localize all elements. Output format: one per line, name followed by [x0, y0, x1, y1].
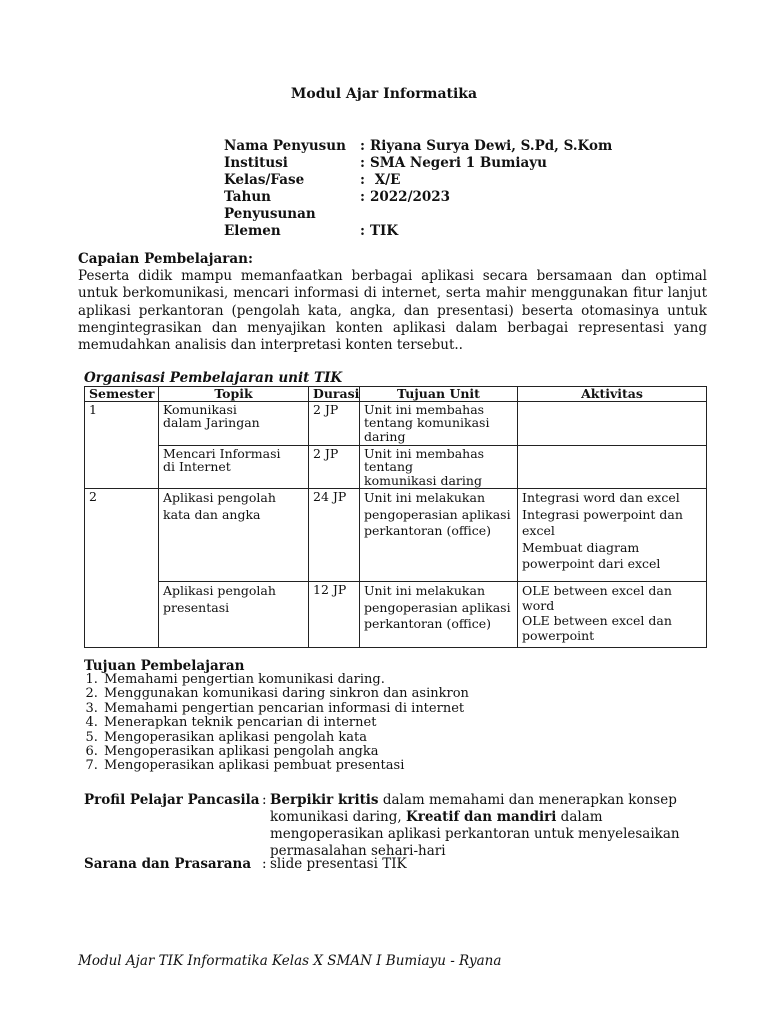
list-item: 1. Memahami pengertian komunikasi daring.: [102, 673, 469, 687]
header-tujuan: Tujuan Unit: [360, 387, 518, 402]
meta-label: Kelas/Fase: [224, 172, 305, 188]
header-topik: Topik: [159, 387, 309, 402]
profil-label: Profil Pelajar Pancasila: [84, 792, 260, 808]
cell-semester: 2: [85, 489, 159, 582]
cell-tujuan: Unit ini membahas tentang komunikasi daring: [360, 445, 518, 489]
table-row: [85, 445, 707, 489]
meta-row-elemen: Elemen : TIK: [224, 223, 399, 239]
sarana-colon: :: [262, 856, 267, 872]
organisasi-heading: Organisasi Pembelajaran unit TIK: [84, 370, 343, 386]
table-row: [85, 582, 707, 648]
header-semester: Semester: [85, 387, 159, 402]
cell-semester: [85, 582, 159, 648]
cell-topik: Aplikasi pengolah kata dan angka: [159, 489, 309, 582]
capaian-heading: Capaian Pembelajaran:: [78, 251, 253, 267]
table-row: [85, 401, 707, 445]
cell-tujuan: Unit ini melakukan pengoperasian aplikasi perkantoran (office): [360, 582, 518, 648]
meta-row-institusi: Institusi : SMA Negeri 1 Bumiayu: [224, 155, 547, 171]
cell-durasi: 24 JP: [309, 489, 360, 582]
meta-row-tahun: Tahun Penyusunan : 2022/2023: [224, 189, 451, 222]
organisasi-table: [84, 386, 707, 648]
profil-text: [270, 792, 710, 860]
list-item: 3. Memahami pengertian pencarian informasi di internet: [102, 702, 469, 716]
meta-value: 2022/2023: [370, 189, 451, 205]
cell-topik: Mencari Informasi di Internet: [159, 445, 309, 489]
cell-durasi: 2 JP: [309, 445, 360, 489]
cell-semester: [85, 445, 159, 489]
cell-aktivitas: OLE between excel dan word OLE between excel dan powerpoint: [518, 582, 707, 648]
cell-tujuan: Unit ini membahas tentang komunikasi daring: [360, 401, 518, 445]
profil-bold-1: Berpikir kritis: [270, 792, 379, 808]
meta-row-penyusun: Nama Penyusun : Riyana Surya Dewi, S.Pd, S.Kom: [224, 138, 613, 154]
header-aktivitas: Aktivitas: [518, 387, 707, 402]
document-title: Modul Ajar Informatika: [290, 86, 478, 102]
profil-colon: :: [262, 792, 267, 808]
list-item: 2. Menggunakan komunikasi daring sinkron dan asinkron: [102, 687, 469, 701]
profil-text-1: dalam memahami dan menerapkan konsep komunikasi daring,: [270, 792, 677, 825]
cell-semester: 1: [85, 401, 159, 445]
meta-row-kelas: Kelas/Fase : X/E: [224, 172, 401, 188]
profil-text-2: dalam mengoperasikan aplikasi perkantoran untuk menyelesaikan permasalahan sehari-hari: [270, 809, 680, 859]
meta-label: Tahun Penyusunan: [224, 189, 316, 222]
cell-aktivitas: [518, 445, 707, 489]
sarana-value: slide presentasi TIK: [270, 856, 407, 872]
meta-label: Elemen: [224, 223, 281, 239]
cell-topik: Aplikasi pengolah presentasi: [159, 582, 309, 648]
meta-value: TIK: [370, 223, 399, 239]
table-row: [85, 489, 707, 582]
list-item: 7. Mengoperasikan aplikasi pembuat presentasi: [102, 759, 469, 773]
capaian-body: Peserta didik mampu memanfaatkan berbagai aplikasi secara bersamaan dan optimal untuk berkomunikasi, mencari informasi di internet, serta mahir menggunakan fitur lanjut aplikasi perkantoran (pengolah kata, angka, dan presentasi) beserta otomasinya untuk mengintegrasikan dan menyajikan konten aplikasi dalam berbagai representasi yang memudahkan analisis dan interpretasi konten tersebut..: [78, 268, 707, 354]
header-durasi: Durasi: [309, 387, 360, 402]
identity-block: [224, 138, 612, 240]
cell-aktivitas: [518, 401, 707, 445]
cell-durasi: 12 JP: [309, 582, 360, 648]
table-header-row: [85, 387, 707, 402]
list-item: 5. Mengoperasikan aplikasi pengolah kata: [102, 731, 469, 745]
cell-tujuan: Unit ini melakukan pengoperasian aplikasi perkantoran (office): [360, 489, 518, 582]
meta-value: SMA Negeri 1 Bumiayu: [370, 155, 547, 171]
meta-label: Nama Penyusun: [224, 138, 346, 154]
tujuan-heading: Tujuan Pembelajaran: [84, 658, 245, 674]
list-item: 4. Menerapkan teknik pencarian di internet: [102, 716, 469, 730]
list-item: 6. Mengoperasikan aplikasi pengolah angka: [102, 745, 469, 759]
tujuan-list: [84, 673, 469, 774]
cell-aktivitas: Integrasi word dan excel Integrasi powerpoint dan excel Membuat diagram powerpoint dari excel: [518, 489, 707, 582]
meta-value: X/E: [370, 172, 401, 188]
page-footer: Modul Ajar TIK Informatika Kelas X SMAN I Bumiayu - Ryana: [78, 953, 502, 969]
profil-bold-2: Kreatif dan mandiri: [405, 809, 557, 825]
meta-label: Institusi: [224, 155, 288, 171]
sarana-label: Sarana dan Prasarana: [84, 856, 252, 872]
cell-topik: Komunikasi dalam Jaringan: [159, 401, 309, 445]
meta-value: Riyana Surya Dewi, S.Pd, S.Kom: [370, 138, 613, 154]
cell-durasi: 2 JP: [309, 401, 360, 445]
